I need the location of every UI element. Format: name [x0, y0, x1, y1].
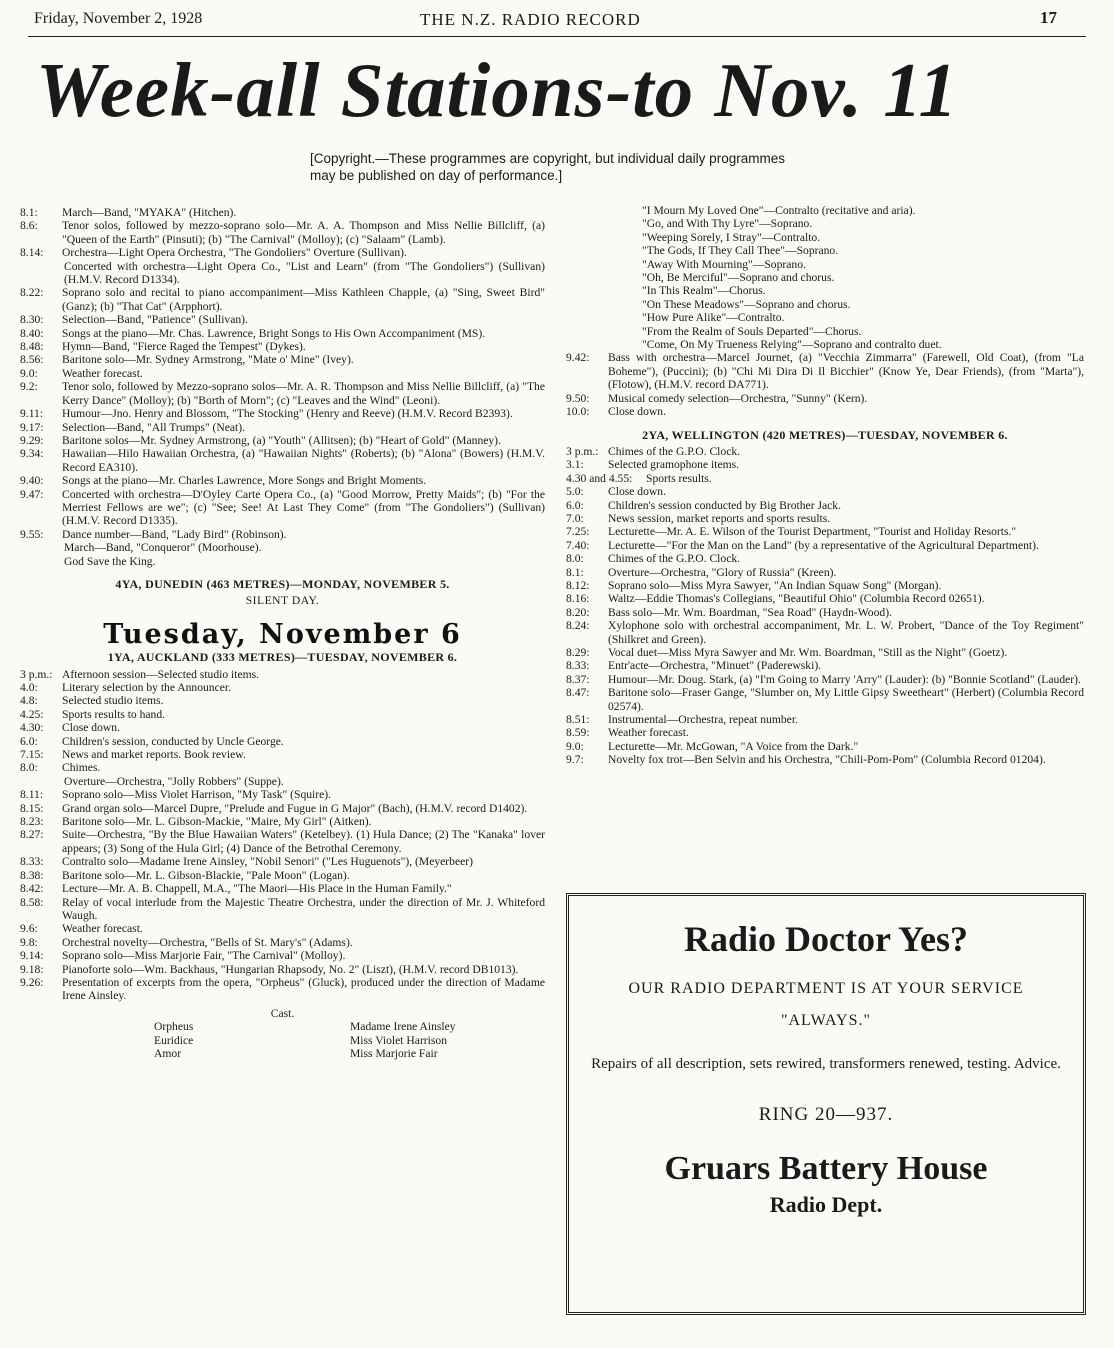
program-entry	[20, 882, 545, 895]
entry-description: Orchestral novelty—Orchestra, "Bells of St. Mary's" (Adams).	[62, 935, 353, 949]
entry-time: 8.58:	[20, 895, 44, 909]
opera-number: "From the Realm of Souls Departed"—Chorus.	[642, 324, 862, 338]
ad-headline: Radio Doctor Yes?	[684, 919, 968, 959]
program-entry	[566, 606, 1084, 619]
entry-description: Bass solo—Mr. Wm. Boardman, "Sea Road" (Haydn-Wood).	[608, 605, 892, 619]
entry-description: Concerted with orchestra—D'Oyley Carte Opera Co., (a) "Good Morrow, Pretty Maids"; (b) "For the Merriest Fellows are we"; (c) "See; See! At Last They Come" (from "The Gondoliers") (Sullivan) (H.M.V. Record D1335).	[62, 487, 545, 528]
entry-time: 9.0:	[20, 366, 38, 380]
entry-description: Chimes of the G.P.O. Clock.	[608, 444, 741, 458]
program-entry	[20, 708, 545, 721]
program-entry	[566, 552, 1084, 565]
program-entry	[20, 775, 545, 788]
entry-time: 7.0:	[566, 511, 584, 525]
copyright-notice: [Copyright.—These programmes are copyright, but individual daily programmes may be published on day of performance.]	[310, 151, 785, 183]
entry-description: Waltz—Eddie Thomas's Collegians, "Beautiful Ohio" (Columbia Record 02651).	[608, 592, 985, 606]
program-entry	[566, 713, 1084, 726]
entry-time: 3 p.m.:	[566, 444, 599, 458]
program-entry	[20, 246, 545, 259]
program-entry	[566, 646, 1084, 659]
program-entry	[566, 392, 1084, 405]
program-entry	[566, 592, 1084, 605]
program-list-auckland-end	[566, 351, 1084, 418]
entry-description: Close down.	[608, 485, 666, 499]
entry-time: 9.55:	[20, 527, 44, 541]
program-entry	[566, 566, 1084, 579]
program-entry	[566, 753, 1084, 766]
entry-description: Suite—Orchestra, "By the Blue Hawaiian Waters" (Ketelbey). (1) Hula Dance; (2) The "Kanaka" lover appears; (3) Song of the Hula Girl; (4) Dance of the Betrothal Ceremony.	[62, 828, 545, 855]
cast-list	[20, 1020, 545, 1060]
entry-description: Novelty fox trot—Ben Selvin and his Orchestra, "Chili-Pom-Pom" (Columbia Record 01204).	[608, 753, 1046, 767]
program-entry	[20, 434, 545, 447]
program-entry	[20, 260, 545, 287]
program-entry	[20, 815, 545, 828]
program-entry	[20, 855, 545, 868]
entry-description: Hawaiian—Hilo Hawaiian Orchestra, (a) "Hawaiian Nights" (Roberts); (b) "Alona" (Bowers) (H.M.V. Record EA310).	[62, 447, 545, 474]
program-entry	[20, 555, 545, 568]
entry-time: 8.0:	[20, 761, 38, 775]
ad-always-line: "ALWAYS."	[780, 1012, 872, 1029]
advertisement-box	[566, 893, 1086, 1315]
entry-description: God Save the King.	[64, 554, 156, 568]
entry-description: Concerted with orchestra—Light Opera Co., "List and Learn" (from "The Gondoliers") (Sullivan) (H.M.V. Record D1334).	[64, 259, 545, 287]
entry-description: Chimes.	[62, 761, 101, 775]
program-entry	[20, 353, 545, 366]
ad-phone: RING 20—937.	[758, 1104, 894, 1125]
opera-number: "Away With Mourning"—Soprano.	[642, 257, 806, 271]
entry-time: 9.29:	[20, 433, 44, 447]
entry-description: Afternoon session—Selected studio items.	[62, 667, 260, 681]
entry-description: Children's session conducted by Big Brother Jack.	[608, 498, 841, 512]
entry-time: 8.6:	[20, 219, 38, 233]
entry-description: Entr'acte—Orchestra, "Minuet" (Paderewski).	[608, 659, 822, 673]
program-entry	[566, 726, 1084, 739]
entry-time: 4.0:	[20, 681, 38, 694]
entry-description: Baritone solo—Mr. L. Gibson-Blackie, "Pale Moon" (Logan).	[62, 868, 350, 882]
entry-description: News and market reports. Book review.	[62, 748, 246, 762]
cast-role: Amor	[154, 1046, 182, 1060]
entry-time: 8.12:	[566, 578, 590, 592]
program-list-wellington	[566, 445, 1084, 767]
program-entry	[20, 528, 545, 541]
program-entry	[20, 286, 545, 313]
program-entry	[566, 512, 1084, 525]
entry-description: March—Band, "MYAKA" (Hitchen).	[62, 206, 237, 219]
entry-description: Presentation of excerpts from the opera, "Orpheus" (Gluck), produced under the direction of Madame Irene Ainsley.	[62, 975, 545, 1003]
entry-time: 8.33:	[20, 855, 44, 869]
opera-number: "I Mourn My Loved One"—Contralto (recitative and aria).	[642, 204, 916, 217]
program-entry	[20, 721, 545, 734]
entry-time: 8.24:	[566, 619, 590, 633]
cast-actor: Madame Irene Ainsley	[350, 1020, 456, 1034]
entry-description: Tenor solo, followed by Mezzo-soprano solos—Mr. A. R. Thompson and Miss Nellie Billcliff, (a) "The Kerry Dance" (Molloy); (b) "Borth of Morn"; (c) "Leaves and the Wind" (Leoni).	[62, 380, 545, 407]
opera-number: "On These Meadows"—Soprano and chorus.	[642, 297, 851, 311]
entry-time: 8.51:	[566, 713, 590, 727]
entry-time: 8.40:	[20, 326, 44, 340]
entry-description: Grand organ solo—Marcel Dupre, "Prelude and Fugue in G Major" (Bach), (H.M.V. record D1402).	[62, 801, 528, 815]
entry-time: 8.38:	[20, 868, 44, 882]
program-entry	[20, 541, 545, 554]
program-entry	[566, 525, 1084, 538]
entry-time: 3.1:	[566, 458, 584, 472]
entry-time: 9.40:	[20, 474, 44, 488]
opera-number: "Weeping Sorely, I Stray"—Contralto.	[642, 230, 821, 244]
program-entry	[20, 421, 545, 434]
entry-description: Lecture—Mr. A. B. Chappell, M.A., "The Maori—His Place in the Human Family."	[62, 882, 452, 896]
opera-number: "Go, and With Thy Lyre"—Soprano.	[642, 217, 813, 231]
header-rule	[28, 36, 1086, 37]
station-heading-4ya: 4YA, DUNEDIN (463 METRES)—MONDAY, NOVEMBER 5.	[115, 576, 450, 591]
entry-time: 9.50:	[566, 391, 590, 405]
cast-entry	[20, 1047, 545, 1060]
entry-description: Songs at the piano—Mr. Charles Lawrence, More Songs and Bright Moments.	[62, 474, 427, 488]
entry-description: Baritone solo—Mr. Sydney Armstrong, "Mate o' Mine" (Ivey).	[62, 353, 354, 367]
program-entry	[20, 936, 545, 949]
entry-time: 7.40:	[566, 538, 590, 552]
entry-description: Contralto solo—Madame Irene Ainsley, "Nobil Senori" ("Les Huguenots"), (Meyerbeer)	[62, 855, 473, 869]
program-entry	[20, 761, 545, 774]
program-entry	[20, 313, 545, 326]
day-heading: Tuesday, November 6	[103, 618, 462, 650]
entry-description: Selected studio items.	[62, 694, 164, 708]
entry-time: 8.1:	[566, 565, 584, 579]
program-list-auckland	[20, 668, 545, 1003]
entry-description: Weather forecast.	[62, 366, 143, 380]
program-entry	[20, 219, 545, 246]
entry-description: Vocal duet—Miss Myra Sawyer and Mr. Wm. Boardman, "Still as the Night" (Goetz).	[608, 646, 1008, 659]
entry-time: 8.15:	[20, 801, 44, 815]
entry-description: Overture—Orchestra, "Glory of Russia" (Kreen).	[608, 565, 837, 579]
entry-description: Soprano solo—Miss Myra Sawyer, "An Indian Squaw Song" (Morgan).	[608, 578, 942, 592]
entry-description: Pianoforte solo—Wm. Backhaus, "Hungarian Rhapsody, No. 2" (Liszt), (H.M.V. record DB1013).	[62, 962, 519, 976]
header-title: THE N.Z. RADIO RECORD	[420, 10, 641, 29]
entry-time: 9.0:	[566, 739, 584, 753]
entry-time: 8.33:	[566, 659, 590, 673]
cast-entry	[20, 1034, 545, 1047]
opera-number: "Come, On My Trueness Relying"—Soprano and contralto duet.	[642, 338, 942, 352]
entry-description: Baritone solos—Mr. Sydney Armstrong, (a) "Youth" (Allitsen); (b) "Heart of Gold" (Manney).	[62, 433, 501, 447]
program-list-continued	[20, 206, 545, 568]
program-entry	[566, 686, 1084, 713]
opera-number: "The Gods, If They Call Thee"—Soprano.	[642, 244, 839, 258]
program-entry	[20, 802, 545, 815]
program-entry	[566, 458, 1084, 471]
entry-description: Weather forecast.	[608, 726, 689, 740]
entry-description: Soprano solo—Miss Violet Harrison, "My Task" (Squire).	[62, 788, 332, 802]
program-entry	[566, 405, 1084, 418]
entry-description: Baritone solo—Mr. L. Gibson-Mackie, "Maire, My Girl" (Aitken).	[62, 815, 372, 829]
program-entry	[20, 340, 545, 353]
program-entry	[20, 869, 545, 882]
entry-time: 8.20:	[566, 605, 590, 619]
entry-time: 9.42:	[566, 351, 590, 365]
entry-time: 8.37:	[566, 672, 590, 686]
entry-time: 8.27:	[20, 828, 44, 842]
entry-time: 4.25:	[20, 707, 44, 721]
opera-numbers-list	[566, 204, 1084, 351]
entry-description: March—Band, "Conqueror" (Moorhouse).	[64, 541, 262, 555]
program-entry	[566, 445, 1084, 458]
entry-time: 6.0:	[566, 498, 584, 512]
entry-description: Close down.	[608, 405, 666, 419]
entry-description: Sports results to hand.	[62, 707, 166, 721]
entry-time: 7.25:	[566, 525, 590, 539]
page-number: 17	[1040, 8, 1057, 27]
program-entry	[20, 735, 545, 748]
right-column	[566, 204, 1084, 767]
program-entry	[20, 447, 545, 474]
entry-time: 8.14:	[20, 246, 44, 260]
entry-description: Relay of vocal interlude from the Majestic Theatre Orchestra, under the direction of Mr. J. Whiteford Waugh.	[62, 895, 545, 922]
program-entry	[20, 681, 545, 694]
entry-time: 6.0:	[20, 734, 38, 748]
opera-number: "How Pure Alike"—Contralto.	[642, 311, 785, 325]
program-entry	[566, 472, 1084, 485]
entry-time: 9.14:	[20, 949, 44, 963]
entry-time: 8.16:	[566, 592, 590, 606]
program-entry	[20, 327, 545, 340]
entry-time: 3 p.m.:	[20, 667, 53, 681]
cast-role: Orpheus	[154, 1020, 194, 1034]
entry-time: 9.47:	[20, 487, 44, 501]
entry-description: Instrumental—Orchestra, repeat number.	[608, 713, 798, 727]
station-heading-1ya: 1YA, AUCKLAND (333 METRES)—TUESDAY, NOVEMBER 6.	[107, 650, 458, 665]
ad-company-name: Gruars Battery House	[664, 1150, 988, 1187]
entry-time: 8.47:	[566, 686, 590, 700]
entry-time: 7.15:	[20, 748, 44, 762]
entry-description: Selection—Band, "All Trumps" (Neat).	[62, 420, 246, 434]
entry-time: 10.0:	[566, 405, 590, 419]
program-entry	[20, 367, 545, 380]
entry-description: Musical comedy selection—Orchestra, "Sunny" (Kern).	[608, 391, 868, 405]
entry-description: Tenor solos, followed by mezzo-soprano solo—Mr. A. A. Thompson and Miss Nellie Billcliff, (a) "Queen of the Earth" (Pinsuti); (b) "The Carnival" (Molloy); (c) "Salaam" (Lamb).	[62, 219, 545, 246]
entry-description: Lecturette—"For the Man on the Land" (by a representative of the Agricultural Department).	[608, 538, 1039, 552]
entry-time: 8.42:	[20, 882, 44, 896]
program-entry	[566, 351, 1084, 391]
entry-time: 9.7:	[566, 753, 584, 767]
program-entry	[20, 474, 545, 487]
entry-time: 8.48:	[20, 340, 44, 354]
entry-description: News session, market reports and sports results.	[608, 511, 831, 525]
program-entry	[20, 380, 545, 407]
program-entry	[20, 668, 545, 681]
entry-time: 9.18:	[20, 962, 44, 976]
program-entry	[20, 976, 545, 1003]
program-entry	[20, 949, 545, 962]
cast-actor: Miss Violet Harrison	[350, 1033, 447, 1047]
program-entry	[20, 407, 545, 420]
entry-description: Orchestra—Light Opera Orchestra, "The Gondoliers" Overture (Sullivan).	[62, 246, 407, 260]
entry-description: Songs at the piano—Mr. Chas. Lawrence, Bright Songs to His Own Accompaniment (MS).	[62, 326, 486, 340]
entry-description: Close down.	[62, 721, 120, 735]
silent-day-note: SILENT DAY.	[245, 594, 320, 608]
entry-time: 4.8:	[20, 694, 38, 708]
entry-description: Soprano solo and recital to piano accompaniment—Miss Kathleen Chapple, (a) "Sing, Sweet Bird" (Ganz); (b) "That Cat" (Arpphort).	[62, 286, 545, 313]
program-entry	[566, 619, 1084, 646]
program-entry	[20, 788, 545, 801]
entry-time: 5.0:	[566, 485, 584, 499]
entry-description: Baritone solo—Fraser Gange, "Slumber on, My Little Gipsy Sweetheart" (Herbert) (Columbia Record 02574).	[608, 686, 1084, 713]
entry-description: Soprano solo—Miss Marjorie Fair, "The Carnival" (Molloy).	[62, 949, 346, 963]
program-entry	[20, 828, 545, 855]
entry-time: 9.2:	[20, 380, 38, 394]
program-entry	[20, 963, 545, 976]
entry-time: 9.8:	[20, 935, 38, 949]
ad-department: Radio Dept.	[769, 1192, 883, 1217]
program-entry	[20, 896, 545, 923]
entry-time: 9.17:	[20, 420, 44, 434]
entry-time: 9.26:	[20, 975, 44, 989]
ad-repairs-line: Repairs of all description, sets rewired, transformers renewed, testing. Advice.	[591, 1056, 1061, 1072]
entry-description: Selection—Band, "Patience" (Sullivan).	[62, 313, 248, 327]
entry-description: Hymn—Band, "Fierce Raged the Tempest" (Dykes).	[62, 340, 306, 354]
entry-description: Sports results.	[646, 471, 712, 485]
entry-time: 9.6:	[20, 922, 38, 936]
program-entry	[566, 539, 1084, 552]
cast-entry	[20, 1020, 545, 1033]
page-banner: Week-all Stations-to Nov. 11	[36, 47, 959, 133]
opera-number: "In This Realm"—Chorus.	[642, 284, 766, 298]
program-entry	[566, 579, 1084, 592]
entry-time: 4.30 and 4.55:	[566, 471, 633, 485]
left-column	[20, 206, 545, 1060]
opera-number: "Oh, Be Merciful"—Soprano and chorus.	[642, 271, 835, 285]
program-entry	[566, 499, 1084, 512]
program-entry	[20, 748, 545, 761]
program-entry	[566, 485, 1084, 498]
entry-description: Lecturette—Mr. McGowan, "A Voice from the Dark."	[608, 739, 859, 753]
entry-time: 8.30:	[20, 313, 44, 327]
entry-time: 8.0:	[566, 552, 584, 566]
entry-time: 8.59:	[566, 726, 590, 740]
header-date: Friday, November 2, 1928	[34, 10, 203, 27]
entry-time: 8.1:	[20, 206, 38, 219]
entry-time: 8.11:	[20, 788, 44, 802]
station-heading-2ya: 2YA, WELLINGTON (420 METRES)—TUESDAY, NOVEMBER 6.	[642, 427, 1008, 442]
entry-description: Humour—Mr. Doug. Stark, (a) "I'm Going to Marry 'Arry" (Lauder): (b) "Bonnie Scotland" (Lauder).	[608, 672, 1081, 686]
entry-description: Xylophone solo with orchestral accompaniment, Mr. L. W. Probert, "Dance of the Toy Regiment" (Shilkret and Green).	[608, 619, 1084, 646]
entry-description: Literary selection by the Announcer.	[62, 681, 232, 694]
program-entry	[20, 694, 545, 707]
program-entry	[566, 673, 1084, 686]
entry-time: 8.23:	[20, 815, 44, 829]
entry-description: Children's session, conducted by Uncle George.	[62, 734, 284, 748]
program-entry	[566, 659, 1084, 672]
program-entry	[566, 740, 1084, 753]
entry-time: 9.34:	[20, 447, 44, 461]
ad-service-line: OUR RADIO DEPARTMENT IS AT YOUR SERVICE	[628, 980, 1024, 997]
entry-description: Overture—Orchestra, "Jolly Robbers" (Suppe).	[64, 774, 284, 788]
entry-description: Lecturette—Mr. A. E. Wilson of the Tourist Department, "Tourist and Holiday Resorts."	[608, 525, 1017, 539]
entry-description: Dance number—Band, "Lady Bird" (Robinson).	[62, 527, 287, 541]
cast-role: Euridice	[154, 1033, 194, 1047]
entry-description: Chimes of the G.P.O. Clock.	[608, 552, 741, 566]
entry-description: Selected gramophone items.	[608, 458, 740, 472]
program-entry	[20, 488, 545, 528]
program-entry	[20, 922, 545, 935]
entry-time: 8.56:	[20, 353, 44, 367]
cast-actor: Miss Marjorie Fair	[350, 1046, 438, 1060]
program-entry	[20, 206, 545, 219]
entry-description: Bass with orchestra—Marcel Journet, (a) "Vecchia Zimmarra" (Farewell, Old Coat), (from "La Boheme"), (Puccini); (b) "Chi Mi Dira Di Il Bicchier" (Know Ye, Dear Friends), (from "Marta"), (Flotow), (H.M.V. record DA771).	[608, 351, 1084, 392]
entry-description: Humour—Jno. Henry and Blossom, "The Stocking" (Henry and Reeve) (H.M.V. Record B2393).	[62, 407, 513, 421]
entry-description: Weather forecast.	[62, 922, 143, 936]
entry-time: 8.22:	[20, 286, 44, 300]
entry-time: 4.30:	[20, 721, 44, 735]
cast-title: Cast.	[270, 1006, 295, 1020]
entry-time: 8.29:	[566, 646, 590, 659]
entry-time: 9.11:	[20, 407, 44, 421]
